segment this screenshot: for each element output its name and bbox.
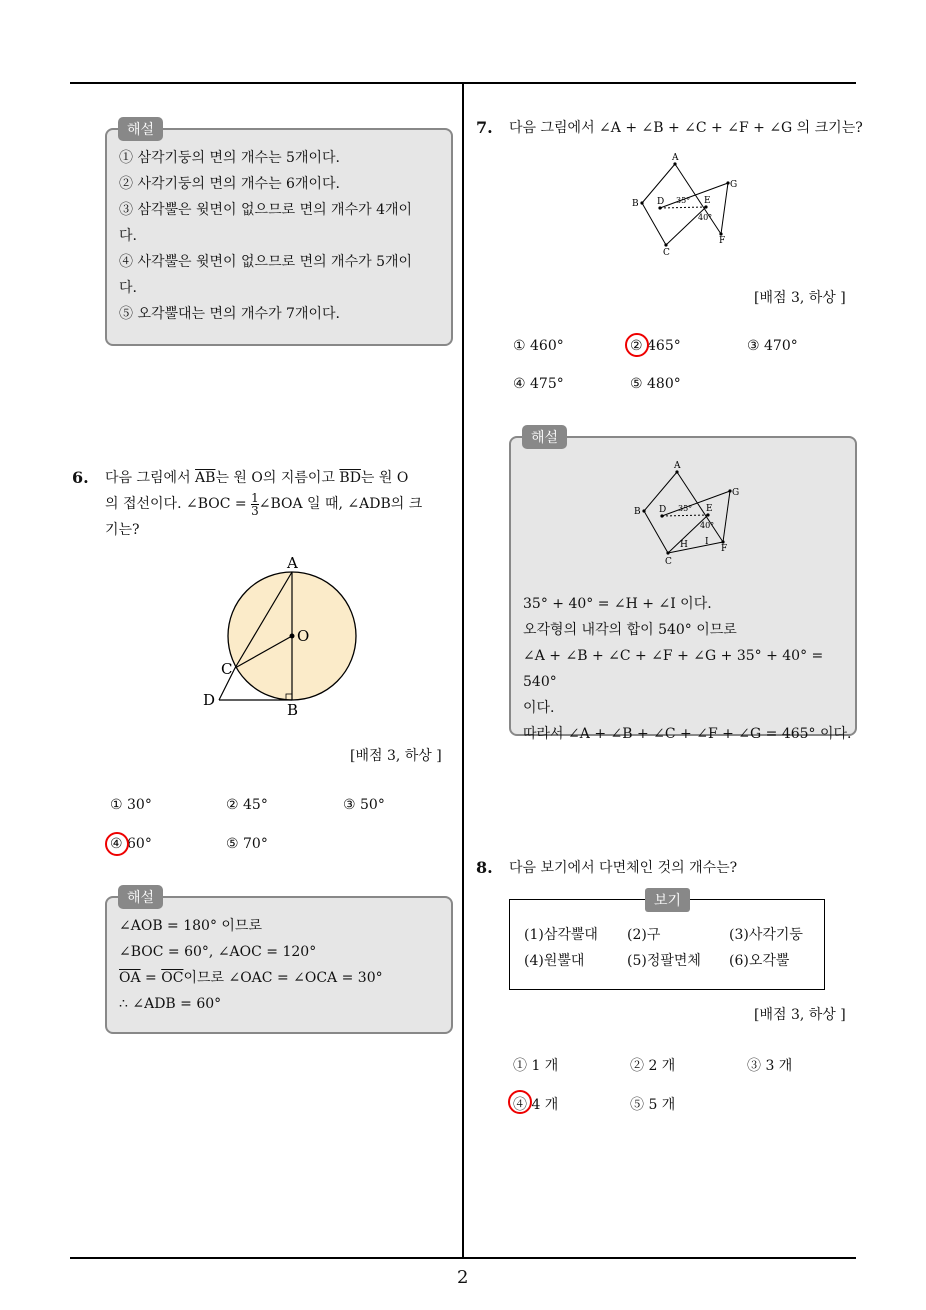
label-c: C <box>663 248 670 258</box>
angle-40: 40° <box>700 521 715 530</box>
solution-line: ∠A + ∠B + ∠C + ∠F + ∠G + 35° + 40° = 540° <box>523 648 824 690</box>
choice-1[interactable]: ① 1 개 <box>513 1058 559 1074</box>
angle-35: 35° <box>678 504 693 513</box>
label-e: E <box>704 196 711 206</box>
choice-4[interactable]: ④ 4 개 <box>513 1097 559 1113</box>
segment-bd: $\overline{BD}$ <box>339 470 361 486</box>
choice-5[interactable]: ⑤ 70° <box>226 836 268 852</box>
label-e: E <box>706 504 713 514</box>
question-number: 8. <box>476 858 493 877</box>
choice-1[interactable]: ① 460° <box>513 338 564 354</box>
label-a: A <box>287 554 298 572</box>
text: 는 원 O의 지름이고 <box>215 470 340 486</box>
fraction-numerator: 1 <box>251 490 259 505</box>
solution-box-q6 <box>105 896 453 1034</box>
choice-3[interactable]: ③ 50° <box>343 797 385 813</box>
label-a: A <box>672 153 679 163</box>
solution-line: 이다. <box>523 700 555 716</box>
question-number: 7. <box>476 118 493 137</box>
label-b: B <box>632 199 639 209</box>
solution-line: ② 사각기둥의 면의 개수는 6개이다. <box>119 176 340 192</box>
choice-5[interactable]: ⑤ 480° <box>630 376 681 392</box>
label-o: O <box>297 627 310 645</box>
solution-line: 다. <box>119 280 137 296</box>
label-d: D <box>203 691 216 709</box>
solution-tag: 해설 <box>522 425 567 449</box>
angle-35: 35° <box>676 196 691 205</box>
text: 기는? <box>105 522 140 538</box>
solution-line <box>119 965 449 991</box>
bogi-item: (1)삼각뿔대 <box>524 927 598 943</box>
label-h: H <box>680 540 688 550</box>
label-d: D <box>659 505 667 515</box>
choice-4[interactable]: ④ 475° <box>513 376 564 392</box>
question-number: 6. <box>72 468 89 487</box>
answer-mark <box>105 832 129 856</box>
solution-line: ③ 삼각뿔은 윗면이 없으므로 면의 개수가 4개이 <box>119 202 413 218</box>
choice-4[interactable]: ④ 60° <box>110 836 152 852</box>
bottom-rule <box>70 1257 856 1259</box>
bogi-item: (4)원뿔대 <box>524 953 585 969</box>
choice-2[interactable]: ② 2 개 <box>630 1058 676 1074</box>
bogi-item: (3)사각기둥 <box>729 927 803 943</box>
label-f: F <box>719 236 726 246</box>
solution-line: ∴ ∠ADB = 60° <box>119 996 222 1012</box>
solution-line: 따라서 ∠A + ∠B + ∠C + ∠F + ∠G = 465° 이다. <box>523 726 852 742</box>
choice-1[interactable]: ① 30° <box>110 797 152 813</box>
choice-2[interactable]: ② 45° <box>226 797 268 813</box>
bogi-item: (5)정팔면체 <box>627 953 701 969</box>
solution-line: 35° + 40° = ∠H + ∠I 이다. <box>523 596 712 612</box>
solution-line: ∠AOB = 180° 이므로 <box>119 918 262 934</box>
star-figure-solution <box>622 458 752 570</box>
label-b: B <box>634 507 641 517</box>
solution-line: 오각형의 내각의 합이 540° 이므로 <box>523 622 737 638</box>
label-d: D <box>657 197 665 207</box>
circle-figure <box>195 552 370 722</box>
choice-2[interactable]: ② 465° <box>630 338 681 354</box>
text: 이므로 ∠OAC = ∠OCA = 30° <box>183 970 383 986</box>
label-f: F <box>721 544 728 554</box>
bogi-tag: 보기 <box>645 888 690 912</box>
answer-mark <box>508 1090 532 1114</box>
label-c: C <box>665 557 672 567</box>
score-label: [배점 3, 하상 ] <box>754 290 846 306</box>
angle-40: 40° <box>698 213 713 222</box>
solution-tag: 해설 <box>118 885 163 909</box>
segment-ab: $\overline{AB}$ <box>195 470 216 486</box>
label-g: G <box>730 180 738 190</box>
fraction-denominator: 3 <box>251 503 259 518</box>
solution-line: ⑤ 오각뿔대는 면의 개수가 7개이다. <box>119 306 340 322</box>
label-a: A <box>674 461 681 471</box>
text: 다음 그림에서 <box>105 470 196 486</box>
score-label: [배점 3, 하상 ] <box>350 748 442 764</box>
solution-box-q7 <box>509 436 857 742</box>
text: = <box>140 970 162 986</box>
bogi-item: (2)구 <box>627 927 661 943</box>
star-figure <box>620 150 750 260</box>
text: 의 접선이다. ∠BOC = <box>105 496 252 512</box>
solution-box-q5 <box>105 128 453 346</box>
solution-line: 다. <box>119 228 137 244</box>
label-g: G <box>732 488 740 498</box>
text: 는 원 O <box>360 470 409 486</box>
question-8-text: 다음 보기에서 다면체인 것의 개수는? <box>509 860 738 876</box>
question-6-text <box>105 465 460 543</box>
text: ∠BOA 일 때, ∠ADB의 크 <box>258 496 423 512</box>
solution-tag: 해설 <box>118 117 163 141</box>
label-b: B <box>287 701 299 719</box>
column-divider <box>462 84 464 1258</box>
label-i: I <box>705 537 709 547</box>
solution-line: ④ 사각뿔은 윗면이 없으므로 면의 개수가 5개이 <box>119 254 413 270</box>
choice-5[interactable]: ⑤ 5 개 <box>630 1097 676 1113</box>
label-c: C <box>221 660 233 678</box>
question-7-text: 다음 그림에서 ∠A + ∠B + ∠C + ∠F + ∠G 의 크기는? <box>509 120 863 136</box>
bogi-box <box>509 899 825 990</box>
answer-mark <box>625 333 649 357</box>
page-number: 2 <box>457 1267 469 1288</box>
choice-3[interactable]: ③ 470° <box>747 338 798 354</box>
score-label: [배점 3, 하상 ] <box>754 1007 846 1023</box>
segment-oa: $\overline{OA}$ <box>119 970 141 986</box>
choice-3[interactable]: ③ 3 개 <box>747 1058 793 1074</box>
solution-line: ① 삼각기둥의 면의 개수는 5개이다. <box>119 150 340 166</box>
solution-line: ∠BOC = 60°, ∠AOC = 120° <box>119 944 317 960</box>
bogi-item: (6)오각뿔 <box>729 953 790 969</box>
segment-oc: $\overline{OC}$ <box>161 970 184 986</box>
fraction <box>251 492 259 517</box>
